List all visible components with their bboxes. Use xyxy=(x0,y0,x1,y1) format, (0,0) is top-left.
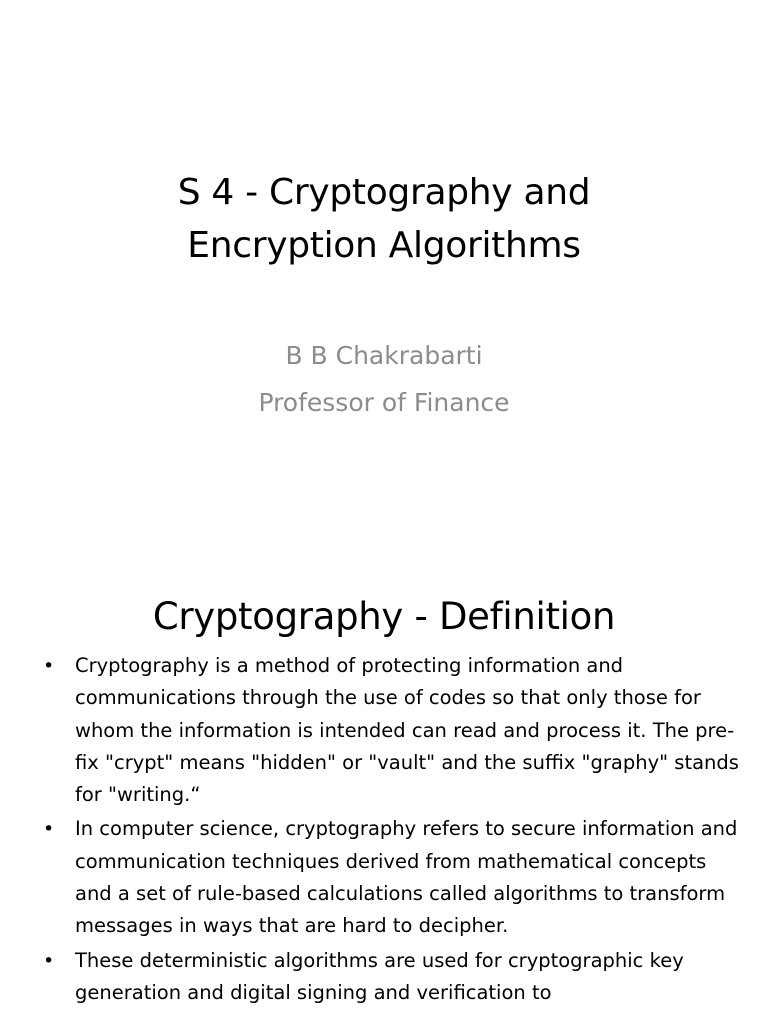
definition-title: Cryptography - Definition xyxy=(152,595,616,638)
slide-title-line-1: S 4 - Cryptography and xyxy=(177,172,591,213)
bullet-text: Cryptography is a method of protecting information and communications through the use of codes so that only those for whom the information is intended can read and process it. The pre-fix "crypt" means "hidden" or "vault" and the suffix "graphy" stands for "writing.“ xyxy=(75,654,739,807)
bullet-item xyxy=(42,945,742,1010)
definition-slide xyxy=(0,576,768,1024)
bullet-list xyxy=(42,650,742,1011)
bullet-icon: • xyxy=(43,818,55,841)
author-position: Professor of Finance xyxy=(258,388,510,417)
bullet-text: In computer science, cryptography refers to secure information and communication techniques derived from mathematical concepts and a set of rule-based calculations called algorithms to transform messages in ways that are hard to decipher. xyxy=(75,817,738,938)
slide-title xyxy=(0,166,768,272)
slide-title-line-2: Encryption Algorithms xyxy=(187,225,581,266)
bullet-text: These deterministic algorithms are used for cryptographic key generation and digital signing and verification to xyxy=(75,948,684,1004)
bullet-icon: • xyxy=(43,949,55,972)
slide-subtitle xyxy=(0,332,768,426)
bullet-icon: • xyxy=(43,655,55,677)
author-name: B B Chakrabarti xyxy=(285,341,483,370)
bullet-item xyxy=(42,813,742,942)
bullet-item xyxy=(42,650,742,811)
